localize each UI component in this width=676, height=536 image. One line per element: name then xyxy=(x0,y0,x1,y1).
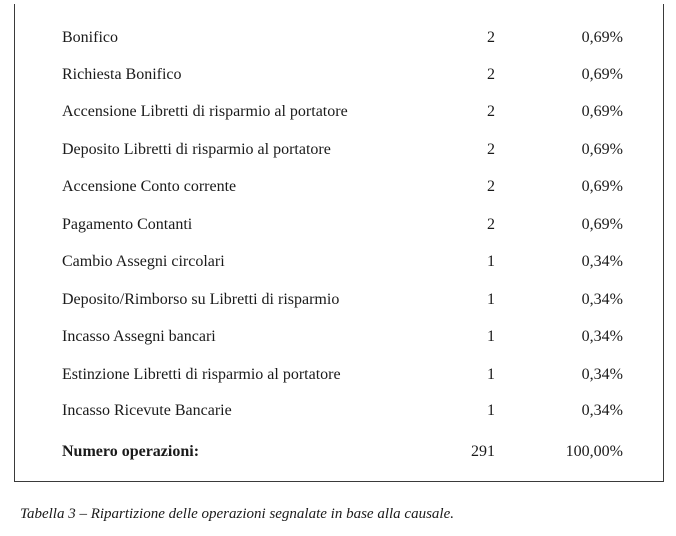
operations-table xyxy=(14,4,664,482)
row-count: 2 xyxy=(487,178,495,195)
row-label: Deposito Libretti di risparmio al portatore xyxy=(62,141,331,158)
row-count: 2 xyxy=(487,103,495,120)
row-label: Richiesta Bonifico xyxy=(62,66,182,83)
row-count: 2 xyxy=(487,216,495,233)
row-label: Accensione Conto corrente xyxy=(62,178,237,195)
row-percent: 0,69% xyxy=(581,66,623,83)
table-row xyxy=(15,212,663,238)
row-percent: 0,69% xyxy=(581,29,623,46)
row-percent: 0,69% xyxy=(581,141,623,158)
row-count: 1 xyxy=(487,253,495,270)
table-row xyxy=(15,99,663,125)
table-row xyxy=(15,362,663,388)
row-count: 1 xyxy=(487,291,495,308)
table-row xyxy=(15,249,663,275)
row-label: Incasso Ricevute Bancarie xyxy=(62,402,232,419)
row-count: 1 xyxy=(487,328,495,345)
row-percent: 0,69% xyxy=(581,103,623,120)
row-percent: 0,69% xyxy=(581,216,623,233)
row-label: Incasso Assegni bancari xyxy=(62,328,216,345)
row-label: Deposito/Rimborso su Libretti di risparmio xyxy=(62,291,340,308)
total-label: Numero operazioni: xyxy=(62,443,200,460)
row-label: Estinzione Libretti di risparmio al portatore xyxy=(62,366,341,383)
row-percent: 0,34% xyxy=(581,291,623,308)
table-row xyxy=(15,287,663,313)
total-row xyxy=(15,439,663,465)
row-label: Accensione Libretti di risparmio al portatore xyxy=(62,103,348,120)
row-count: 2 xyxy=(487,66,495,83)
row-percent: 0,34% xyxy=(581,253,623,270)
row-percent: 0,69% xyxy=(581,178,623,195)
table-row xyxy=(15,25,663,51)
row-percent: 0,34% xyxy=(581,402,623,419)
table-row xyxy=(15,62,663,88)
table-row xyxy=(15,174,663,200)
table-row xyxy=(15,324,663,350)
row-count: 2 xyxy=(487,29,495,46)
row-count: 1 xyxy=(487,402,495,419)
row-percent: 0,34% xyxy=(581,328,623,345)
row-label: Pagamento Contanti xyxy=(62,216,193,233)
row-count: 1 xyxy=(487,366,495,383)
row-label: Cambio Assegni circolari xyxy=(62,253,225,270)
table-row xyxy=(15,137,663,163)
total-count: 291 xyxy=(471,443,495,460)
row-label: Bonifico xyxy=(62,29,118,46)
row-percent: 0,34% xyxy=(581,366,623,383)
table-caption: Tabella 3 – Ripartizione delle operazioni segnalate in base alla causale. xyxy=(20,506,454,522)
row-count: 2 xyxy=(487,141,495,158)
total-percent: 100,00% xyxy=(565,443,623,460)
table-row xyxy=(15,398,663,424)
